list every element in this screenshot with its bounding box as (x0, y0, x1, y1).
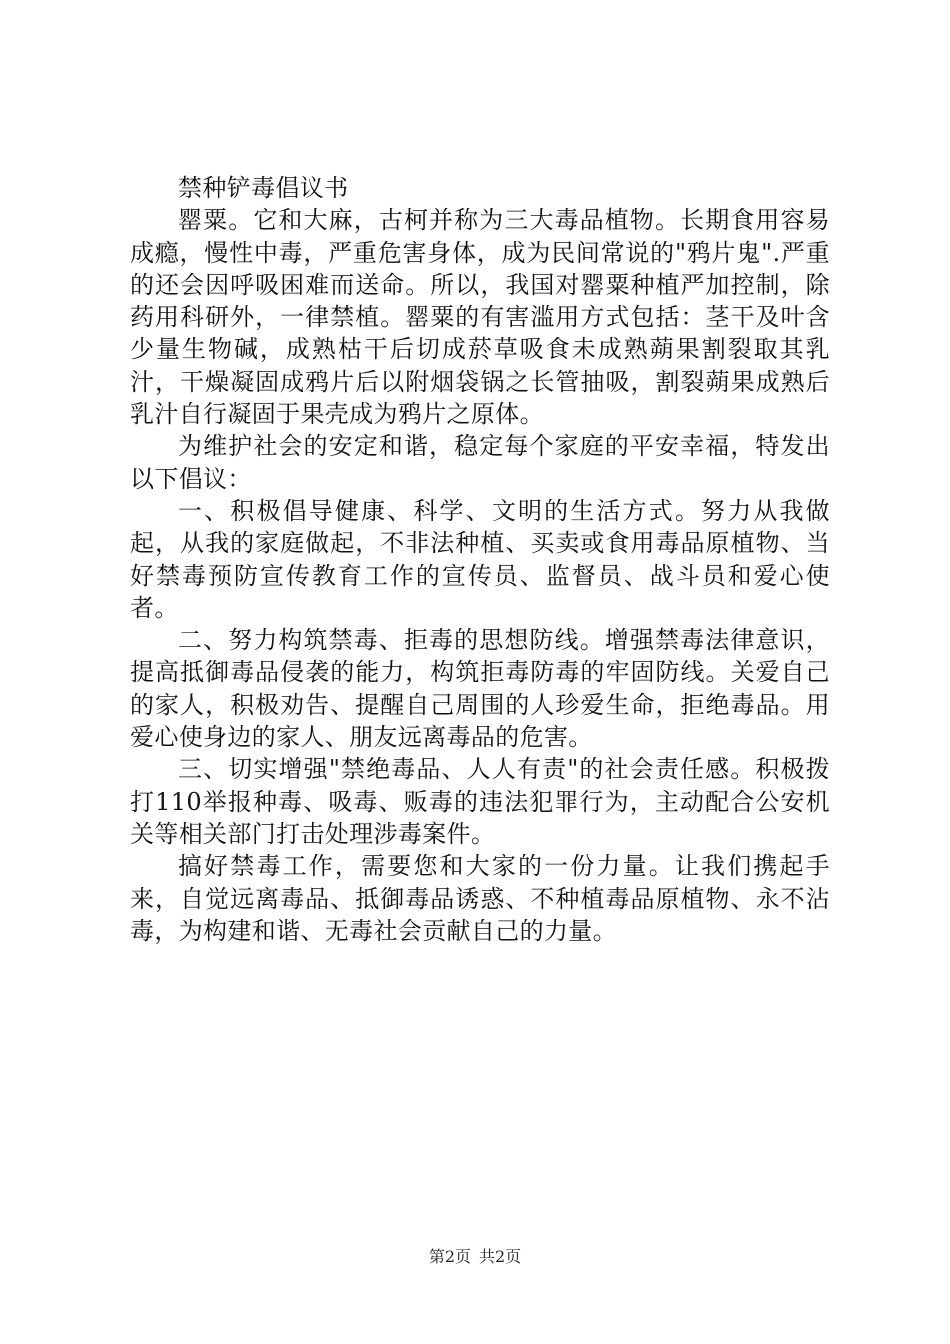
page-footer (0, 1244, 950, 1267)
paragraph-item-2: 二、努力构筑禁毒、拒毒的思想防线。增强禁毒法律意识，提高抵御毒品侵袭的能力，构筑拒毒防毒的牢固防线。关爱自己的家人，积极劝告、提醒自己周围的人珍爱生命，拒绝毒品。用爱心使身边的家人、朋友远离毒品的危害。 (130, 626, 830, 752)
paragraph-closing: 搞好禁毒工作，需要您和大家的一份力量。让我们携起手来，自觉远离毒品、抵御毒品诱惑、不种植毒品原植物、永不沾毒，为构建和谐、无毒社会贡献自己的力量。 (130, 852, 830, 945)
page-number: 第2页 (428, 1247, 471, 1266)
paragraph-item-1: 一、积极倡导健康、科学、文明的生活方式。努力从我做起，从我的家庭做起，不非法种植、买卖或食用毒品原植物、当好禁毒预防宣传教育工作的宣传员、监督员、战斗员和爱心使者。 (130, 496, 830, 622)
document-title: 禁种铲毒倡议书 (178, 174, 349, 202)
paragraph-intro: 罂粟。它和大麻，古柯并称为三大毒品植物。长期食用容易成瘾，慢性中毒，严重危害身体，成为民间常说的"鸦片鬼".严重的还会因呼吸困难而送命。所以，我国对罂粟种植严加控制，除药用科研外，一律禁植。罂粟的有害滥用方式包括：茎干及叶含少量生物碱，成熟枯干后切成菸草吸食未成熟蒴果割裂取其乳汁，干燥凝固成鸦片后以附烟袋锅之长管抽吸，割裂蒴果成熟后乳汁自行凝固于果壳成为鸦片之原体。 (130, 206, 830, 429)
document-body (130, 172, 830, 947)
page-total: 共2页 (479, 1247, 522, 1266)
paragraph-item-3: 三、切实增强"禁绝毒品、人人有责"的社会责任感。积极拨打110举报种毒、吸毒、贩毒的违法犯罪行为，主动配合公安机关等相关部门打击处理涉毒案件。 (130, 755, 830, 848)
paragraph-preface: 为维护社会的安定和谐，稳定每个家庭的平安幸福，特发出以下倡议： (130, 432, 830, 493)
